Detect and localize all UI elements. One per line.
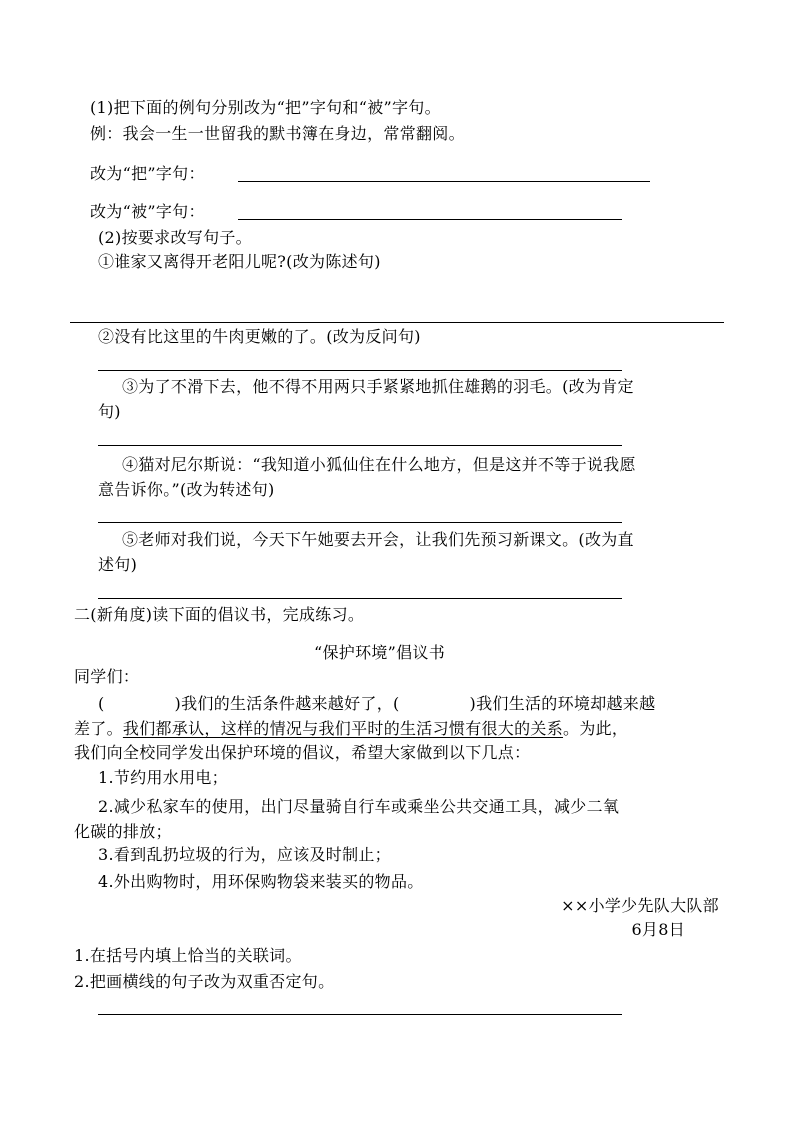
q2-item4-line2: 意告诉你。”(改为转述句) [98,480,275,499]
p1-line2-post: 。为此， [563,719,629,738]
q1-instruction: (1)把下面的例句分别改为“把”字句和“被”字句。 [90,98,441,117]
q2-item2-answer-line[interactable] [98,370,622,371]
letter-point2-line1: 2.减少私家车的使用，出门尽量骑自行车或乘坐公共交通工具，减少二氧 [98,797,620,816]
q1-example: 例：我会一生一世留我的默书簿在身边，常常翻阅。 [90,124,465,143]
part2-heading: 二(新角度)读下面的倡议书，完成练习。 [74,605,365,624]
part2-question2: 2.把画横线的句子改为双重否定句。 [74,972,335,991]
letter-date: 6月8日 [631,920,685,939]
ba-answer-line[interactable] [238,181,650,182]
q2-item5-line2: 述句) [98,555,138,574]
p1-line2-pre: 差了。 [74,719,123,738]
letter-title: “保护环境”倡议书 [314,643,446,662]
part2-question2-answer-line[interactable] [98,1014,622,1015]
bracket-open-1: ( [98,694,105,713]
q2-item5-line1: ⑤老师对我们说，今天下午她要去开会，让我们先预习新课文。(改为直 [122,530,634,549]
p1-end: )我们生活的环境却越来越 [469,694,656,713]
letter-point1: 1.节约用水用电； [98,768,228,787]
p1-mid: )我们的生活条件越来越好了，( [174,694,400,713]
bei-label: 改为“被”字句： [90,202,205,221]
part2-question1: 1.在括号内填上恰当的关联词。 [74,946,302,965]
letter-signature: ××小学少先队大队部 [561,896,719,915]
q2-item3-line2: 句) [98,402,121,421]
q2-item4-line1: ④猫对尼尔斯说：“我知道小狐仙住在什么地方，但是这并不等于说我愿 [122,455,636,474]
letter-point2-line2: 化碳的排放； [74,822,172,841]
q2-item3-answer-line[interactable] [98,445,622,446]
letter-greeting: 同学们： [74,667,140,686]
q2-item4-answer-line[interactable] [98,522,622,523]
letter-point4: 4.外出购物时，用环保购物袋来装买的物品。 [98,872,424,891]
q2-item3-line1: ③为了不滑下去，他不得不用两只手紧紧地抓住雄鹅的羽毛。(改为肯定 [122,377,634,396]
letter-paragraph1-line2 [74,719,628,739]
letter-paragraph1-line3: 我们向全校同学发出保护环境的倡议，希望大家做到以下几点： [74,743,531,762]
letter-paragraph1-line1 [98,694,655,714]
underlined-sentence: 我们都承认，这样的情况与我们平时的生活习惯有很大的关系 [122,719,564,738]
q2-item1-answer-line[interactable] [70,322,724,323]
ba-label: 改为“把”字句： [90,164,205,183]
q2-item2: ②没有比这里的牛肉更嫩的了。(改为反问句) [98,327,421,346]
q2-item5-answer-line[interactable] [98,598,622,599]
q2-item1: ①谁家又离得开老阳儿呢?(改为陈述句) [98,252,381,271]
bei-answer-line[interactable] [238,219,622,220]
q2-instruction: (2)按要求改写句子。 [98,228,252,247]
letter-point3: 3.看到乱扔垃圾的行为，应该及时制止； [98,845,391,864]
